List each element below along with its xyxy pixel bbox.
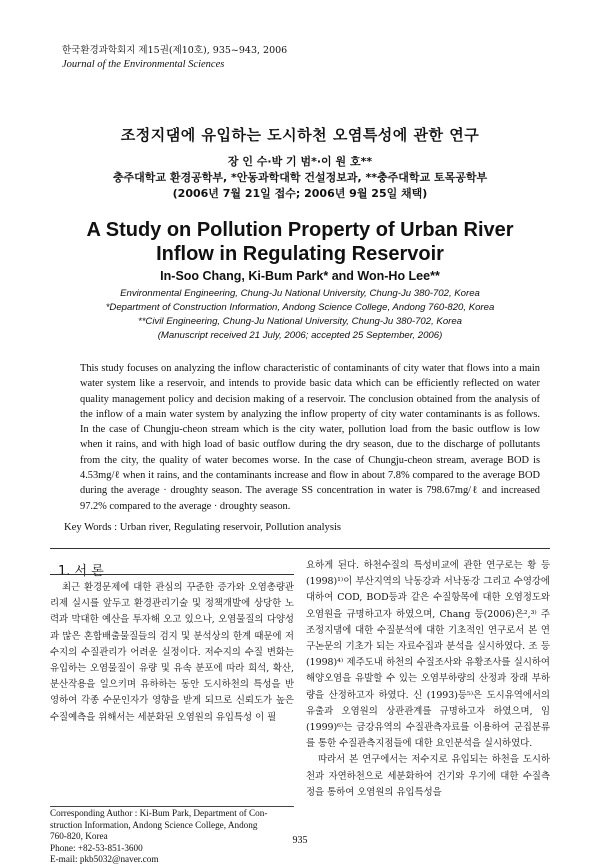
keywords: Key Words : Urban river, Regulating reservoir, Pollution analysis	[64, 522, 342, 533]
affiliation-1: Environmental Engineering, Chung-Ju National University, Chung-Ju 380-702, Korea	[120, 288, 480, 299]
page-number: 935	[292, 835, 308, 846]
korean-affiliations: 충주대학교 환경공학부, *안동과학대학 건설정보과, **충주대학교 토목공학부	[112, 171, 488, 184]
journal-name: Journal of the Environmental Sciences	[62, 59, 225, 70]
section-heading-underline	[50, 574, 294, 575]
journal-header	[62, 44, 287, 72]
intro-paragraph-3: 따라서 본 연구에서는 저수지로 유입되는 하천을 도시하천과 자연하천으로 세분화하여 건기와 우기에 대한 수질측정을 통하여 오염원의 유입특성을	[306, 754, 550, 798]
intro-paragraph-1: 최근 환경문제에 대한 관심의 꾸준한 증가와 오염총량관리제 실시를 앞두고 환경관리기술 및 정책개발에 상당한 노력과 막대한 예산을 투자해 오고 있으나, 오염물질의 다양성과 많은 혼합배출물질들의 검지 및 분석상의 한계 때문에 저수지의 수질관리가 어려운 실정이다. 저수지의 수질 변화는 유입하는 오염물질이 유량 및 유속 분포에 따라 희석, 확산, 분산작용을 일으키며 유하하는 동안 도시하천의 특성을 반영하여 각종 수문인자가 영향을 받게 되므로 신뢰도가 높은 수질예측을 위해서는 세분화된 오염원의 유입특성 이 필	[50, 582, 294, 723]
korean-title: 조정지댐에 유입하는 도시하천 오염특성에 관한 연구	[120, 126, 480, 144]
left-column	[50, 580, 294, 726]
abstract: This study focuses on analyzing the inflow characteristic of contaminants of city water that flows into a main water system like a reservoir, and intends to provide basic data which can be efficiently reflected on water quality management policy and decision making of a reservoir. The conclusion obtained from the analysis of the inflow of a main water system by analyzing the inflow property of city water contaminants is as follows. In the case of Chungju-cheon stream which is the city water, pollution load from the basic outflow is low when it rains, and with high load of basic outflow during the dry season, due to the discharge of pollutants from the city, the quality of water becomes worse. In the case of Chungju-cheon stream, average BOD is 4.53mg/ℓ when it rains, and the contaminants increase and flow in about 7.8% compared to the average BOD during the average · droughty season. The average SS concentration in water is 798.67mg/ℓ and increased 97.2% compared to the average · droughty season.	[80, 363, 540, 512]
english-title-line2: Inflow in Regulating Reservoir	[156, 243, 444, 265]
affiliation-2: *Department of Construction Information, Andong Science College, Andong 760-820, Korea	[105, 302, 495, 313]
korean-dates: (2006년 7월 21일 접수; 2006년 9월 25일 채택)	[172, 187, 428, 200]
english-title	[0, 218, 600, 266]
manuscript-dates: (Manuscript received 21 July, 2006; accepted 25 September, 2006)	[157, 330, 443, 341]
english-title-line1: A Study on Pollution Property of Urban River	[86, 219, 514, 241]
footnote-line-2: struction Information, Andong Science College, Andong	[50, 819, 258, 830]
korean-authors: 장 인 수·박 기 범*·이 원 호**	[227, 155, 373, 168]
english-authors: In-Soo Chang, Ki-Bum Park* and Won-Ho Lee**	[160, 269, 440, 283]
footnote-line-3: 760-820, Korea	[50, 831, 108, 841]
right-column	[306, 558, 550, 801]
affiliation-3: **Civil Engineering, Chung-Ju National University, Chung-Ju 380-702, Korea	[137, 316, 463, 327]
journal-citation: 한국환경과학회지 제15권(제10호), 935~943, 2006	[62, 45, 288, 56]
english-affiliations	[0, 287, 600, 343]
intro-paragraph-2: 요하게 된다. 하천수질의 특성비교에 관한 연구로는 황 등(1998)¹⁾이 부산지역의 낙동강과 서낙동강 그리고 수영강에 대하여 COD, BOD등과 같은 수질항목에 대한 오염정도와 오염원을 규명하고자 하였으며, Chang 등(2006)은²,³⁾ 주조정지댐에 대한 수질분석에 대한 기초적인 연구로서 본 연구논문의 기초가 되는 자료수집과 분석을 실시하였다. 조 등(1998)⁴⁾ 제주도내 하천의 수질조사와 유황조사를 실시하여 해양오염을 유발할 수 있는 오염부하량의 산정과 장래 부하량을 산정하고자 하였다. 신 (1993)등⁵⁾은 도시유역에서의 유출과 오염원의 상관관계를 규명하고자 하였으며, 임 (1999)⁶⁾는 금강유역의 수질관측자료를 이용하여 군집분류를 통한 수질관측지점들에 대한 요인분석을 실시하였다.	[306, 560, 550, 750]
footnote-line-1: Corresponding Author : Ki-Bum Park, Department of Con-	[50, 808, 268, 818]
korean-author-block	[0, 154, 600, 202]
footnote-email: E-mail: pkb5032@naver.com	[50, 854, 159, 864]
section-divider	[50, 548, 550, 549]
footnote-divider	[50, 806, 294, 807]
footnote-phone: Phone: +82-53-851-3600	[50, 842, 143, 853]
section-heading: 1. 서 론	[58, 564, 104, 579]
